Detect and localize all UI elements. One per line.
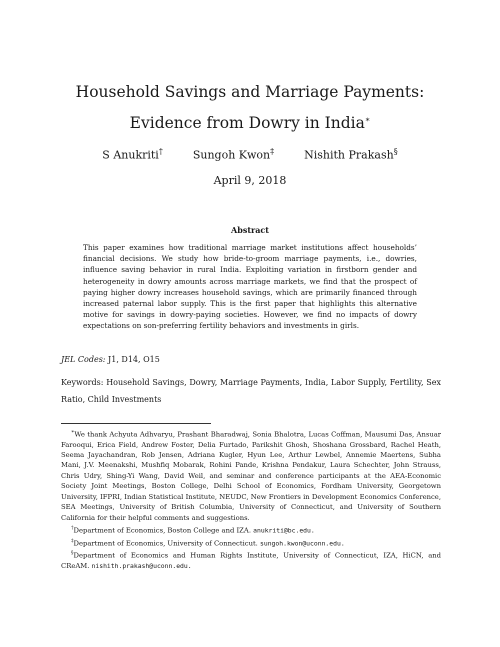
author-2 — [193, 147, 274, 162]
title-line-1: Household Savings and Marriage Payments: — [75, 83, 425, 101]
jel-codes — [61, 355, 160, 364]
author-3-name: Nishith Prakash — [304, 148, 394, 162]
keywords-text: Household Savings, Dowry, Marriage Payments, India, Labor Supply, Fertility, Sex Ratio, Child Investments — [61, 378, 442, 404]
paper-date: April 9, 2018 — [213, 174, 287, 187]
email-link-3[interactable]: nishith.prakash@uconn.edu. — [91, 561, 192, 570]
jel-label: JEL Codes: — [61, 355, 106, 364]
footnote-affil-3-text: Department of Economics and Human Rights Institute, University of Connecticut, IZA, HiCN, and CReAM. — [61, 551, 441, 570]
author-3 — [304, 147, 398, 162]
footnote-affil-3-mark: § — [71, 550, 74, 557]
title-line-2-text: Evidence from Dowry in India — [129, 114, 365, 133]
abstract-heading: Abstract — [231, 225, 269, 235]
email-link-2[interactable]: sungoh.kwon@uconn.edu. — [260, 538, 345, 547]
jel-values: J1, D14, O15 — [108, 355, 160, 364]
footnote-affil-3 — [61, 548, 441, 571]
author-1 — [102, 147, 163, 162]
footnote-affil-2-text: Department of Economics, University of Connecticut. — [73, 538, 258, 547]
footnote-rule — [61, 423, 211, 424]
keywords — [61, 374, 441, 408]
keywords-label: Keywords: — [61, 378, 104, 387]
footnote-thanks — [61, 427, 441, 523]
footnotes — [61, 427, 441, 571]
abstract-text: This paper examines how traditional marriage market institutions affect households’ financial decisions. We study how bride-to-groom marriage payments, i.e., dowries, influence saving behavior in rural India. Exploiting variation in firstborn gender and heterogeneity in dowry amounts across marriage markets, we find that the prospect of paying higher dowry increases household savings, which are primarily financed through increased paternal labor supply. This is the first paper that highlights this alternative motive for savings in dowry-paying societies. However, we find no impacts of dowry expectations on son-preferring fertility behaviors and investments in girls. — [83, 243, 417, 331]
title-footnote-mark: ∗ — [364, 115, 371, 124]
paper-title — [0, 78, 500, 137]
footnote-affil-1-mark: † — [71, 524, 74, 531]
footnote-thanks-text: We thank Achyuta Adhvaryu, Prashant Bharadwaj, Sonia Bhalotra, Lucas Coffman, Mausumi Das, Ansuar Farooqui, Erica Field, Andrew Foster, Delia Furtado, Parikshit Ghosh, Shoshana Grossbard, Rachel Heath, Seema Jayachandran, Rob Jensen, Adriana Kugler, Hyun Lee, Arthur Lewbel, Annemie Maertens, Subha Mani, J.V. Meenakshi, Mushfiq Mobarak, Rohini Pande, Krishna Pendakur, Laura Schechter, John Strauss, Chris Udry, Shing-Yi Wang, David Weil, and seminar and conference participants at the AEA-Economic Society Joint Meetings, Boston College, Delhi School of Economics, Fordham University, Georgetown University, IFPRI, Indian Statistical Institute, NEUDC, New Frontiers in Development Economics Conference, SEA Meetings, University of British Columbia, University of Connecticut, and University of Southern California for their helpful comments and suggestions. — [61, 430, 441, 522]
title-line-2 — [0, 106, 500, 137]
email-link-1[interactable]: anukriti@bc.edu. — [253, 526, 315, 535]
footnote-affil-2-mark: ‡ — [71, 537, 74, 544]
author-list — [0, 147, 500, 162]
footnote-affil-1 — [61, 523, 441, 536]
author-2-mark: ‡ — [270, 147, 275, 156]
author-1-mark: † — [158, 147, 163, 156]
author-2-name: Sungoh Kwon — [192, 148, 271, 162]
footnote-affil-2 — [61, 536, 441, 549]
footnote-thanks-mark: ∗ — [71, 429, 75, 435]
author-3-mark: § — [393, 147, 398, 156]
footnote-affil-1-text: Department of Economics, Boston College and IZA. — [73, 526, 251, 535]
author-1-name: S Anukriti — [102, 148, 159, 162]
